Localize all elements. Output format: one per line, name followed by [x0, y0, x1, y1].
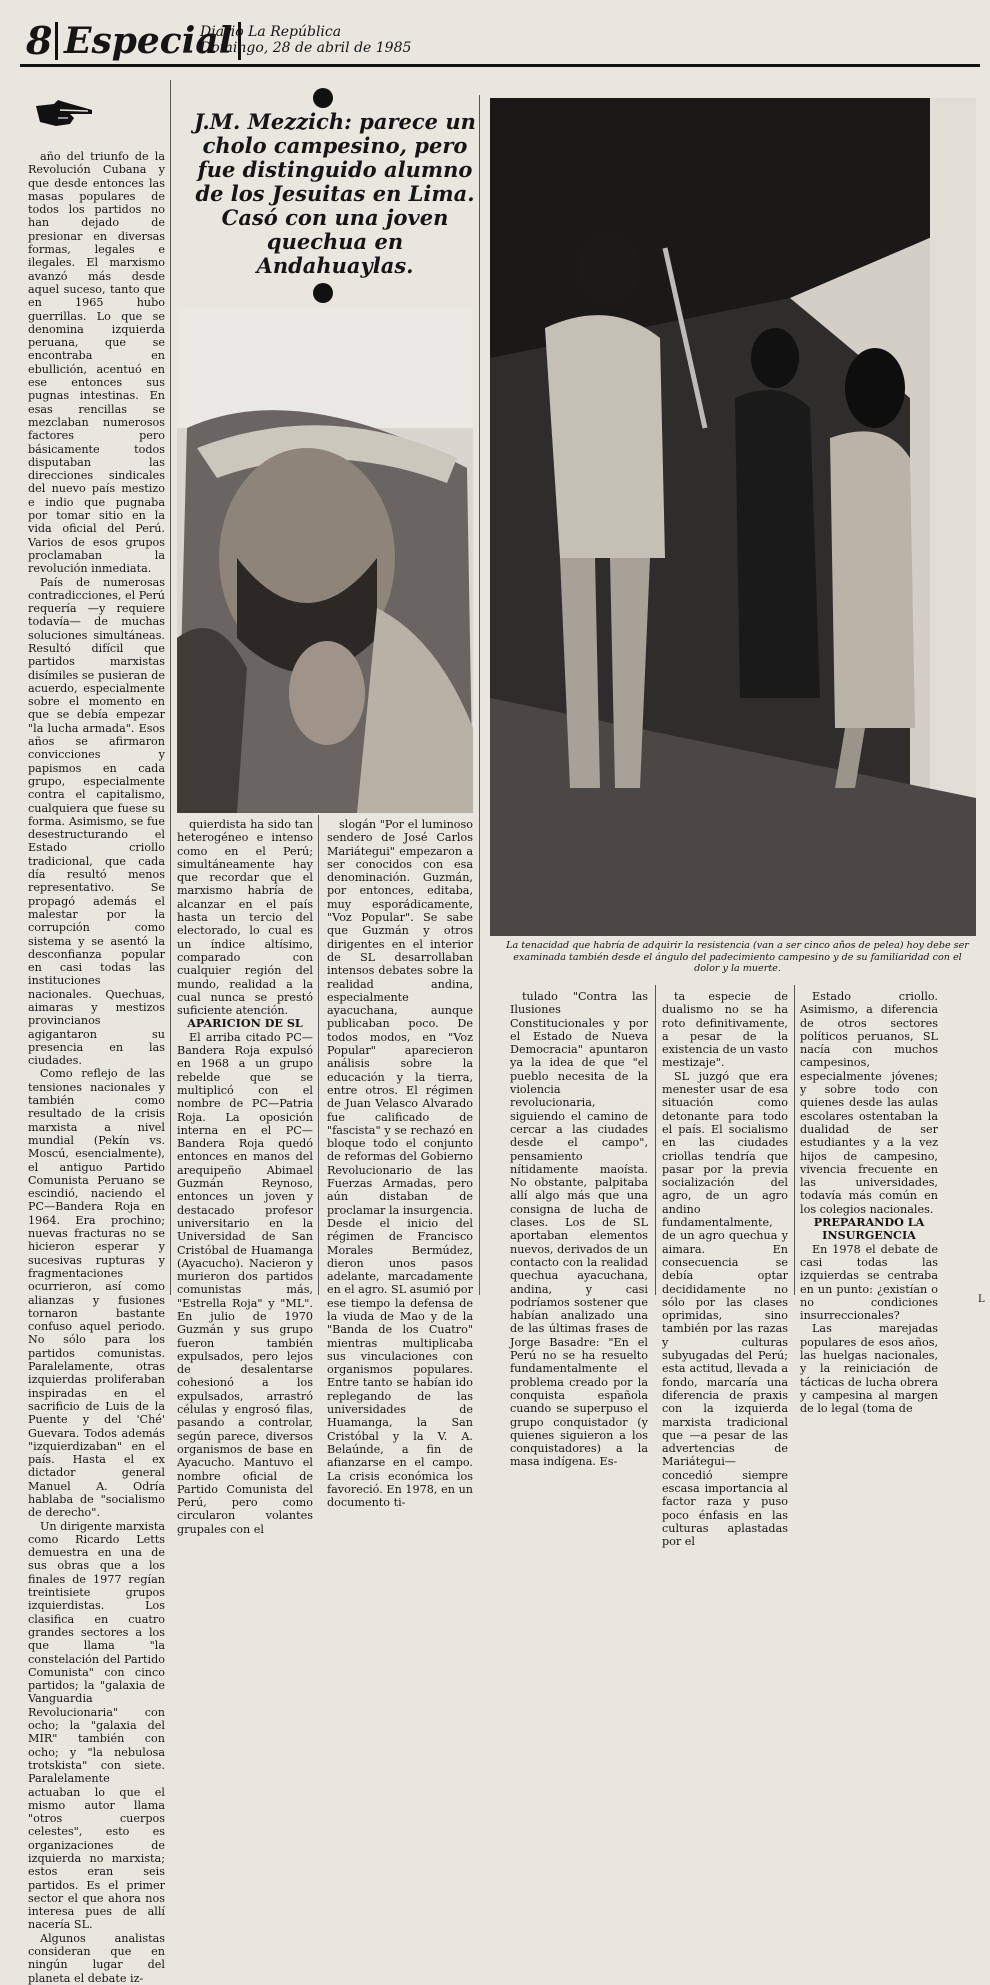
paragraph: tulado "Contra las Ilusiones Constitucionales y por el Estado de Nueva Democracia" apuntaron ya la idea de que "el pueblo necesita de la violencia revolucionaria, siguiendo el camino de cercar a las ciudades desde el campo", pensamiento nítidamente maoísta. No obstante, palpitaba allí algo más que una consigna de lucha de clases. Los de SL aportaban elementos nuevos, derivados de un contacto con la realidad quechua ayacuchana, andina, y casi podríamos sostener que habían analizado una de las últimas frases de Jorge Basadre: "En el Perú no se ha resuelto fundamentalmente el problema creado por la conquista española cuando se superpuso el grupo conquistador (y quienes siguieron a los conquistadores) a la masa indígena. Es- — [510, 990, 648, 1469]
portrait-photo — [177, 308, 473, 813]
pointing-hand-icon — [34, 96, 96, 132]
column-divider — [170, 80, 171, 1295]
article-column-2 — [177, 818, 313, 1536]
article-column-5 — [662, 990, 788, 1549]
paragraph: Algunos analistas consideran que en ningún lugar del planeta el debate iz- — [28, 1931, 165, 1985]
column-divider — [318, 815, 319, 1295]
paragraph: En 1978 el debate de casi todas las izquierdas se centraba en un punto: ¿existían o no condiciones insurreccionales? — [800, 1242, 938, 1323]
continued-marker: L — [978, 1294, 985, 1305]
page-number: 8 — [26, 18, 53, 63]
column-divider — [479, 95, 480, 1295]
bullet-dot — [313, 283, 333, 303]
newspaper-name: Diario La República — [200, 24, 342, 40]
hallway-photo — [490, 98, 976, 936]
headline: J.M. Mezzich: parece un cholo campesino, pero fue distinguido alumno de los Jesuitas en Lima. Casó con una joven quechua en Andahuaylas. — [194, 109, 476, 278]
issue-date: Domingo, 28 de abril de 1985 — [200, 40, 412, 56]
article-column-3 — [327, 818, 473, 1510]
column-divider — [794, 985, 795, 1295]
paragraph: Como reflejo de las tensiones nacionales y también como resultado de la crisis marxista a nivel mundial (Pekín vs. Moscú, esencialmente), el antiguo Partido Comunista Peruano se escindió, naciendo el PC—Bandera Roja en 1964. Era prochino; nuevas fracturas no se hicieron esperar y sucesivas rupturas y fragmentaciones ocurrieron, así como alianzas y fusiones tornaron bastante confuso aquel periodo. No sólo para los partidos comunistas. Paralelamente, otras izquierdas proliferaban inspiradas en el sacrificio de Luis de la Puente y del 'Ché' Guevara. Todos además "izquierdizaban" en el país. Hasta el ex dictador general Manuel A. Odría hablaba de "socialismo de derecho". — [28, 1067, 165, 1520]
header-rule — [20, 64, 980, 67]
section-title: Especial — [55, 22, 241, 60]
paragraph: quierdista ha sido tan heterogéneo e intenso como en el Perú; simultáneamente hay que recordar que el marxismo habría de alcanzar en el país hasta un tercio del electorado, lo cual es un índice altísimo, comparado con cualquier región del mundo, realidad a la cual nunca se prestó suficiente atención. — [177, 818, 313, 1018]
column-divider — [655, 985, 656, 1295]
paragraph: El arriba citado PC—Bandera Roja expulsó en 1968 a un grupo rebelde que se multiplicó con el nombre de PC—Patria Roja. La oposición interna en el PC—Bandera Roja quedó entonces en manos del arequipeño Abimael Guzmán Reynoso, entonces un joven y destacado profesor universitario en la Universidad de San Cristóbal de Huamanga (Ayacucho). Nacieron y murieron dos partidos comunistas más, "Estrella Roja" y "ML". En julio de 1970 Guzmán y sus grupo fueron también expulsados, pero lejos de desalentarse cohesionó a los expulsados, arrastró células y engrosó filas, pasando a controlar, según parece, diversos organismos de base en Ayacucho. Mantuvo el nombre oficial de Partido Comunista del Perú, pero como circularon volantes grupales con el — [177, 1030, 313, 1536]
paragraph: año del triunfo de la Revolución Cubana y que desde entonces las masas populares de todos los partidos no han dejado de presionar en diversas formas, legales e ilegales. El marxismo avanzó más desde aquel suceso, tanto que en 1965 hubo guerrillas. Lo que se denomina izquierda peruana, que se encontraba en ebullición, acentuó en ese entonces sus pugnas intestinas. En esas rencillas se mezclaban numerosos factores pero básicamente todos disputaban las direcciones sindicales del nuevo país mestizo e indio que pugnaba por tomar sitio en la vida oficial del Perú. Varios de esos grupos proclamaban la revolución inmediata. — [28, 150, 165, 576]
article-column-1 — [28, 150, 165, 1985]
paragraph: Estado criollo. Asimismo, a diferencia de otros sectores políticos peruanos, SL nacía con muchos campesinos, especialmente jóvenes; y sobre todo con quienes desde las aulas escolares ostentaban la dualidad de ser estudiantes y a la vez hijos de campesino, vivencia frecuente en las universidades, todavía más común en los colegios nacionales. — [800, 990, 938, 1216]
bullet-dot — [313, 88, 333, 108]
article-column-6 — [800, 990, 938, 1416]
paragraph: slogán "Por el luminoso sendero de José Carlos Mariátegui" empezaron a ser conocidos con esa denominación. Guzmán, por entonces, editaba, muy esporádicamente, "Voz Popular". Se sabe que Guzmán y otros dirigentes en el interior de SL desarrollaban intensos debates sobre la realidad andina, especialmente ayacuchana, aunque publicaban poco. De todos modos, en "Voz Popular" aparecieron análisis sobre la educación y la tierra, entre otros. El régimen de Juan Velasco Alvarado fue calificado de "fascista" y se rechazó en bloque todo el conjunto de reformas del Gobierno Revolucionario de las Fuerzas Armadas, pero aún distaban de proclamar la insurgencia. Desde el inicio del régimen de Francisco Morales Bermúdez, dieron unos pasos adelante, marcadamente en el agro. SL asumió por ese tiempo la defensa de la viuda de Mao y de la "Banda de los Cuatro" mientras multiplicaba sus vinculaciones con organismos populares. Entre tanto se habían ido replegando de las universidades de Huamanga, la San Cristóbal y la V. A. Belaúnde, a fin de afianzarse en el campo. La crisis económica los favoreció. En 1978, en un documento ti- — [327, 818, 473, 1510]
photo-caption: La tenacidad que habría de adquirir la resistencia (van a ser cinco años de pelea) hoy debe ser examinada también desde el ángulo del padecimiento campesino y de su familiaridad con el dolor y la muerte. — [506, 940, 969, 974]
paragraph: Las marejadas populares de esos años, las huelgas nacionales, y la reiniciación de tácticas de lucha obrera y campesina al margen de lo legal (toma de — [800, 1322, 938, 1416]
masthead — [200, 24, 411, 56]
subheading: APARICION DE SL — [187, 1016, 303, 1031]
paragraph: ta especie de dualismo no se ha roto definitivamente, a pesar de la existencia de un vasto mestizaje". — [662, 990, 788, 1070]
paragraph: SL juzgó que era menester usar de esa situación como detonante para todo el país. El socialismo en las ciudades criollas tendría que pasar por la previa socialización del agro, de un agro andino fundamentalmente, de un agro quechua y aimara. En consecuencia se debía optar decididamente no sólo por las clases oprimidas, sino también por las razas y culturas subyugadas del Perú; esta actitud, llevada a fondo, marcaría una diferencia de praxis con la izquierda marxista tradicional que —a pesar de las advertencias de Mariátegui— concedió siempre escasa importancia al factor raza y puso poco énfasis en las culturas aplastadas por el — [662, 1069, 788, 1549]
paragraph: Un dirigente marxista como Ricardo Letts demuestra en una de sus obras que a los finales de 1977 regían treintisiete grupos izquierdistas. Los clasifica en cuatro grandes sectores a los que llama "la constelación del Partido Comunista" con cinco partidos; la "galaxia de Vanguardia Revolucionaria" con ocho; la "galaxia del MIR" también con ocho; y "la nebulosa trotskista" con siete. Paralelamente actuaban lo que el mismo autor llama "otros cuerpos celestes", esto es organizaciones de izquierda no marxista; estos eran seis partidos. Es el primer sector el que ahora nos interesa pues de allí nacería SL. — [28, 1519, 165, 1932]
article-column-4 — [510, 990, 648, 1469]
paragraph: País de numerosas contradicciones, el Perú requería —y requiere todavía— de muchas soluciones simultáneas. Resultó difícil que partidos marxistas disímiles se pusieran de acuerdo, especialmente sobre el momento en que se debía empezar "la lucha armada". Esos años se afirmaron convicciones y papismos en cada grupo, especialmente contra el capitalismo, cualquiera que fuese su forma. Asimismo, se fue desestructurando el Estado criollo tradicional, que cada día resultó menos representativo. Se propagó además el malestar por la corrupción como sistema y se asentó la desconfianza popular en casi todas las instituciones nacionales. Quechuas, aimaras y mestizos provincianos agigantaron su presencia en las ciudades. — [28, 575, 165, 1068]
subheading: PREPARANDO LA INSURGENCIA — [813, 1215, 925, 1243]
